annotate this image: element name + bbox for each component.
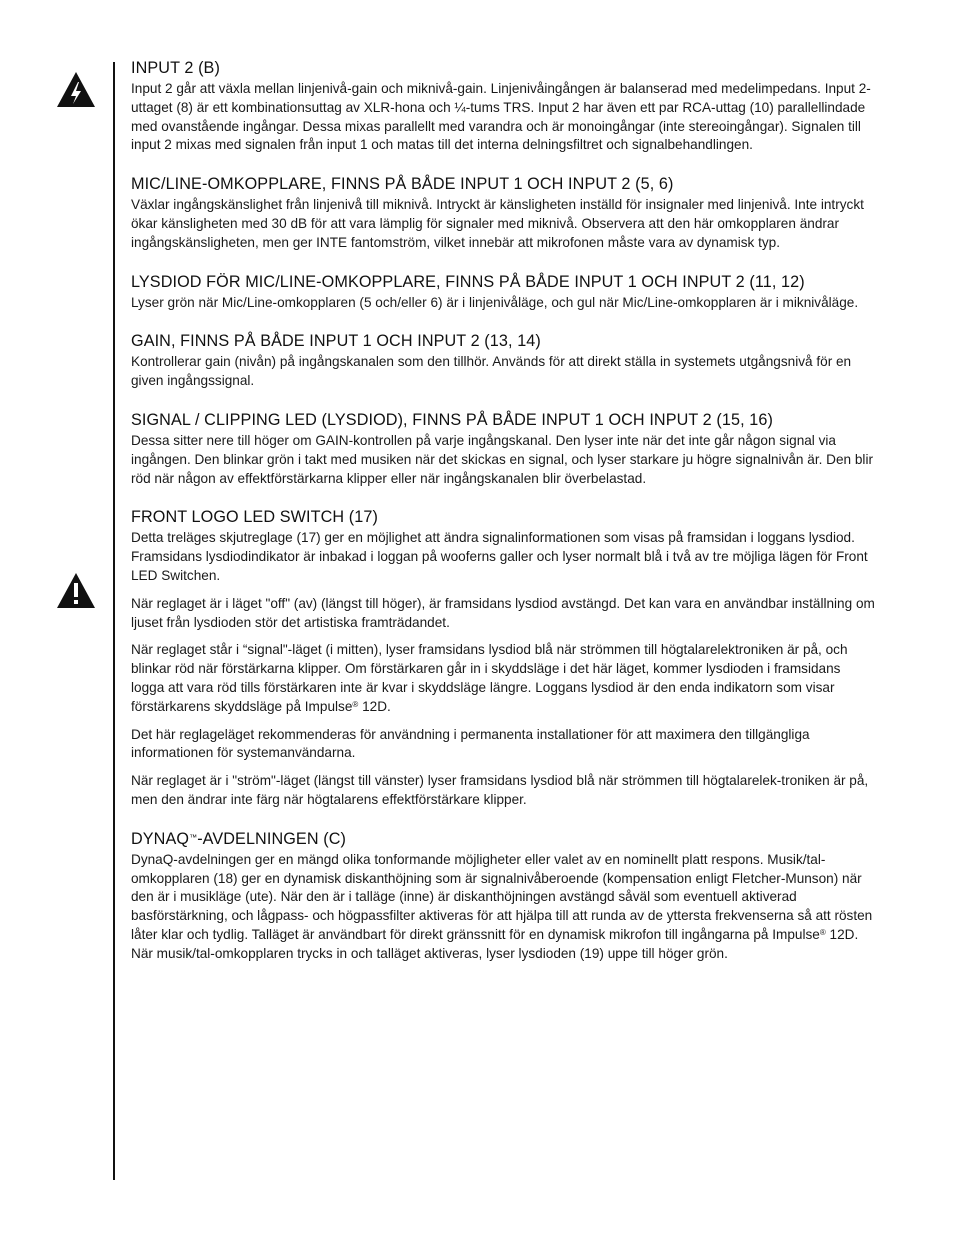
section-heading: LYSDIOD FÖR MIC/LINE-OMKOPPLARE, FINNS PÅ BÅDE INPUT 1 OCH INPUT 2 (11, 12) xyxy=(131,272,805,291)
section-heading: INPUT 2 (B) xyxy=(131,59,220,77)
section-paragraph: Det här reglageläget rekommenderas för användning i permanenta installationer för att maximera den tillgängliga informationen för systemanvändarna. xyxy=(131,726,810,761)
section-heading: DYNAQ™-AVDELNINGEN (C) xyxy=(131,829,346,848)
section-heading: MIC/LINE-OMKOPPLARE, FINNS PÅ BÅDE INPUT 1 OCH INPUT 2 (5, 6) xyxy=(131,175,674,194)
section-dynaq xyxy=(131,829,876,964)
section-paragraph: Dessa sitter nere till höger om GAIN-kontrollen på varje ingångskanal. Den lyser inte när det inte går någon signal via ingången. Den blinkar grön i takt med musiken när det skickas en signal, och lyser starkare ju högre signalnivån är. Den blir röd när någon av effektförstärkarna klipper eller när ingångskanalen blir överbelastad. xyxy=(131,432,874,486)
section-paragraph: Lyser grön när Mic/Line-omkopplaren (5 och/eller 6) är i linjenivåläge, och gul när Mic/Line-omkopplaren är i miknivåläge. xyxy=(131,294,859,310)
section-signal-clipping-led xyxy=(131,410,876,488)
section-paragraph: Kontrollerar gain (nivån) på ingångskanalen som den tillhör. Används för att direkt ställa in systemets utgångsnivå för en given ingångssignal. xyxy=(131,354,852,389)
section-input-2 xyxy=(131,58,876,155)
caution-exclamation-icon xyxy=(56,571,96,611)
section-paragraph: Detta treläges skjutreglage (17) ger en möjlighet att ändra signalinformationen som visas på framsidan i loggans lysdiod. Framsidans lysdiodindikator är inbakad i loggan på wooferns galler och lyser normalt blå i två av tre möjliga lägen för Front LED Switchen. xyxy=(131,530,868,583)
section-paragraph: Input 2 går att växla mellan linjenivå-gain och miknivå-gain. Linjenivåingången är balanserad med medelimpedans. Input 2-uttaget (8) är ett kombinationsuttag av XLR-hona och ¼-tums TRS. Input 2 har även ett par RCA-uttag (10) parallellindade med ovanstående ingångar. Dessa mixas parallellt med varandra och är monoingångar (inte stereoingångar). Signalen till input 2 mixas med signalen från input 1 och matas till det interna delningsfiltret och signalbehandlingen. xyxy=(131,81,871,153)
section-paragraph: DynaQ-avdelningen ger en mängd olika tonformande möjligheter eller valet av en nominellt platt respons. Musik/tal-omkopplaren (18) ger en dynamisk diskanthöjning som är signalnivåberoende (kompensation enligt Fletcher-Munson) när den är i musikläge (ute). När den är i talläge (inne) är diskanthöjningen avstängd såväl som eventuell aktiverad basförstärkning, och lågpass- och högpassfilter aktiveras för att hjälpa till att runda av de yttersta frekvenserna så att rösten låter klar och tydlig. Talläget är användbart för direkt gränssnitt för en dynamisk mikrofon till ingångarna på Impulse® 12D. När musik/tal-omkopplaren trycks in och talläget aktiveras, lyser lysdioden (19) uppe till höger grön. xyxy=(131,851,873,961)
section-paragraph: När reglaget står i “signal"-läget (i mitten), lyser framsidans lysdiod blå när strömmen till högtalarelektroniken är på, och blinkar röd när förstärkarna klipper. Om förstärkaren går in i skyddsläge i det här läget, kommer lysdioden i framsidans logga att vara röd tills förstärkaren inte är kvar i skyddsläge längre. Loggans lysdiod är den enda indikatorn som visar förstärkarens skyddsläge på Impulse® 12D. xyxy=(131,642,848,714)
section-heading: SIGNAL / CLIPPING LED (LYSDIOD), FINNS PÅ BÅDE INPUT 1 OCH INPUT 2 (15, 16) xyxy=(131,410,773,429)
section-mic-line-led xyxy=(131,272,876,313)
section-paragraph: Växlar ingångskänslighet från linjenivå till miknivå. Intryckt är känsligheten inställd för insignaler med linjenivå. Inte intryckt ökar känsligheten med 30 dB för att vara lämplig för signaler med miknivå. Observera att den här omkopplaren ändrar ingångskänsligheten, men ger INTE fantomström, vilket innebär att mikrofonen måste vara av dynamisk typ. xyxy=(131,197,864,250)
document-body xyxy=(131,58,876,983)
section-paragraph: När reglaget är i "ström"-läget (längst till vänster) lyser framsidans lysdiod blå när strömmen till högtalarelek-troniken är på, men den ändrar inte färg när högtalarens effektförstärkare klipper. xyxy=(131,773,869,807)
section-heading: FRONT LOGO LED SWITCH (17) xyxy=(131,508,378,527)
electric-shock-warning-icon xyxy=(56,70,96,110)
section-front-logo-led-switch xyxy=(131,507,876,809)
margin-rule xyxy=(113,62,115,1180)
section-paragraph: När reglaget är i läget "off" (av) (längst till höger), är framsidans lysdiod avstängd. Det kan vara en användbar inställning om ljuset från lysdioden stör det artistiska framträdandet. xyxy=(131,595,875,630)
section-gain xyxy=(131,331,876,391)
section-mic-line-switch xyxy=(131,174,876,252)
section-heading: GAIN, FINNS PÅ BÅDE INPUT 1 OCH INPUT 2 (13, 14) xyxy=(131,332,541,351)
